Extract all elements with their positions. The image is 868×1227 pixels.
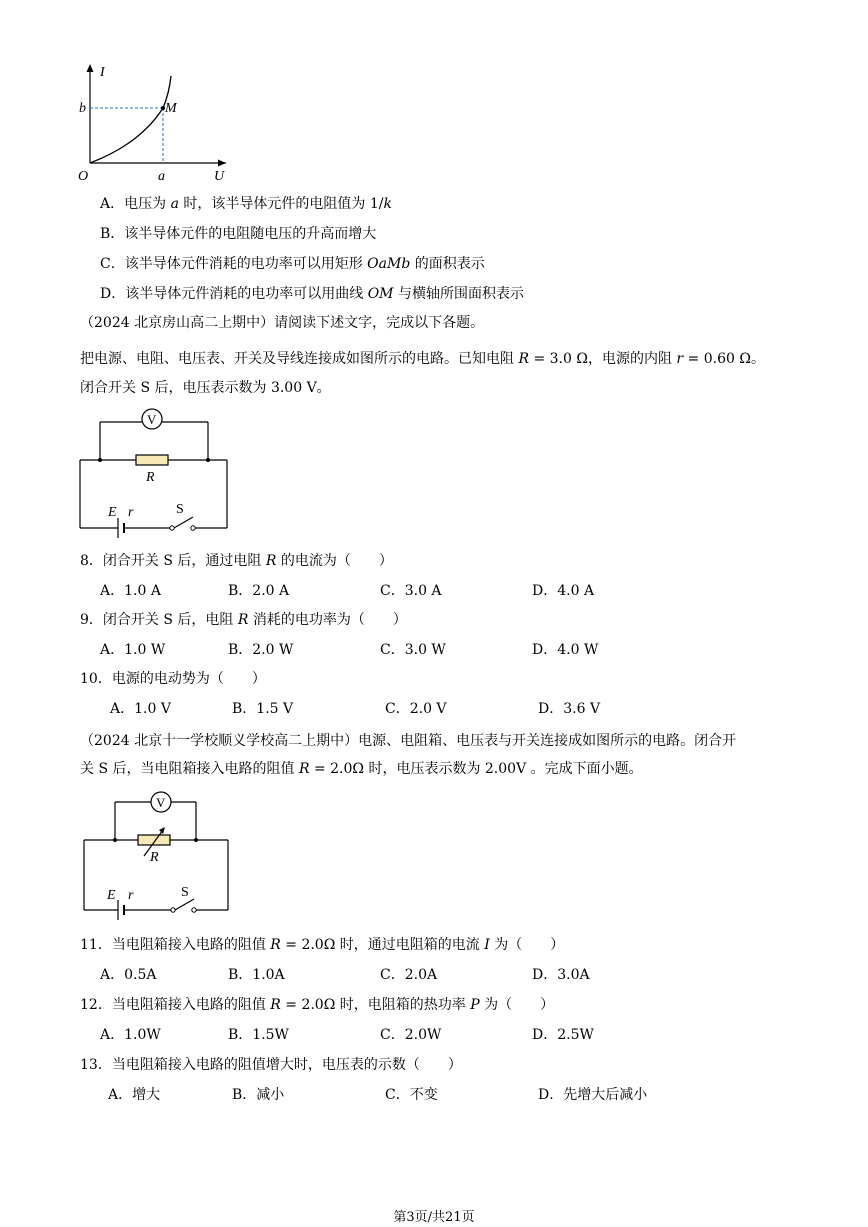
answer-option: A．1.0W <box>100 1027 161 1043</box>
stem-italic: R <box>270 997 281 1013</box>
voltmeter-symbol: V <box>156 795 166 810</box>
answer-option: B．1.0A <box>228 967 285 983</box>
answer-option: C．3.0 A <box>380 583 442 599</box>
section1-paragraph-line2: 闭合开关 S 后，电压表示数为 3.00 V。 <box>80 380 331 396</box>
internal-r-label: r <box>128 505 134 520</box>
answer-option: A．增大 <box>108 1087 161 1103</box>
option-a <box>100 195 392 213</box>
section1-header: （2024 北京房山高二上期中）请阅读下述文字，完成以下各题。 <box>80 315 485 331</box>
answer-option: A．1.0 V <box>110 701 171 717</box>
stem-italic: R <box>270 937 281 953</box>
answer-option: B．2.0 W <box>228 642 294 658</box>
axis-u-label: U <box>214 169 225 184</box>
option-c <box>100 255 485 273</box>
answer-option: B．2.0 A <box>228 583 290 599</box>
section2-line2: 关 S 后，当电阻箱接入电路的阻值 R = 2.0Ω 时，电压表示数为 2.00V 。完成下面小题。 <box>80 761 643 777</box>
axis-i-label: I <box>100 65 105 80</box>
stem-text: 12．当电阻箱接入电路的阻值 <box>80 997 271 1013</box>
answer-option: D．4.0 W <box>532 642 599 658</box>
option-text: B．该半导体元件的电阻随电压的升高而增大 <box>100 226 377 242</box>
stem-text: 9．闭合开关 S 后，电阻 <box>80 612 238 628</box>
answer-option: C．3.0 W <box>380 642 446 658</box>
answer-option: D．3.0A <box>532 967 590 983</box>
switch-label: S <box>181 885 189 900</box>
stem-text: 消耗的电功率为（ ） <box>248 612 407 628</box>
stem-italic: P <box>470 997 480 1013</box>
iu-graph <box>78 60 238 185</box>
stem-italic: R <box>265 553 277 569</box>
emf-label: E <box>107 888 116 903</box>
stem-italic: I <box>484 937 490 953</box>
stem-text: 13．当电阻箱接入电路的阻值增大时，电压表的示数（ ） <box>80 1057 462 1073</box>
option-d <box>100 285 524 303</box>
section2-line1: （2024 北京十一学校顺义学校高二上期中）电源、电阻箱、电压表与开关连接成如图所示的电路。闭合开 <box>80 733 737 749</box>
option-text: D．该半导体元件消耗的电功率可以用曲线 <box>100 286 368 302</box>
question-stem <box>80 552 393 570</box>
option-text: 的面积表示 <box>410 256 485 272</box>
stem-text: = 2.0Ω 时，通过电阻箱的电流 <box>280 937 485 953</box>
answer-option: D．2.5W <box>532 1027 594 1043</box>
circuit-diagram-2 <box>80 790 240 915</box>
answer-option: B．1.5 V <box>232 701 294 717</box>
option-text: 时，该半导体元件的电阻值为 1/ <box>178 196 384 212</box>
option-italic: OaMb <box>367 256 411 272</box>
answer-option: A．1.0 W <box>100 642 166 658</box>
question-stem <box>80 996 554 1014</box>
answer-option: C．2.0W <box>380 1027 442 1043</box>
question-stem <box>80 670 266 688</box>
answer-option: D．3.6 V <box>538 701 601 717</box>
answer-option: D．4.0 A <box>532 583 595 599</box>
section1-paragraph-line1: 把电源、电阻、电压表、开关及导线连接成如图所示的电路。已知电阻 R = 3.0 Ω，电源的内阻 r = 0.60 Ω。 <box>80 351 765 367</box>
stem-text: 为（ ） <box>479 997 555 1013</box>
stem-text: = 2.0Ω 时，电阻箱的热功率 <box>280 997 471 1013</box>
answer-option: D．先增大后减小 <box>538 1087 648 1103</box>
page-footer: 第3页/共21页 <box>393 1210 475 1225</box>
circuit-diagram-1 <box>78 405 238 535</box>
stem-text: 10．电源的电动势为（ ） <box>80 671 266 687</box>
emf-label: E <box>108 505 117 520</box>
b-label: b <box>79 101 86 116</box>
option-text: C．该半导体元件消耗的电功率可以用矩形 <box>100 256 368 272</box>
stem-text: 11．当电阻箱接入电路的阻值 <box>80 937 271 953</box>
answer-option: A．0.5A <box>100 967 157 983</box>
answer-option: C．2.0 V <box>385 701 447 717</box>
answer-option: A．1.0 A <box>100 583 161 599</box>
voltmeter-symbol: V <box>147 412 157 427</box>
stem-italic: R <box>237 612 249 628</box>
origin-label: O <box>78 169 89 184</box>
question-stem <box>80 1056 462 1074</box>
stem-text: 8．闭合开关 S 后，通过电阻 <box>80 553 266 569</box>
answer-option: B．1.5W <box>228 1027 289 1043</box>
resistor-label: R <box>146 470 155 485</box>
stem-text: 为（ ） <box>489 937 565 953</box>
option-b <box>100 225 376 243</box>
answer-option: C．不变 <box>385 1087 438 1103</box>
question-stem <box>80 611 407 629</box>
m-label: M <box>165 101 177 116</box>
option-text: 与横轴所围面积表示 <box>393 286 524 302</box>
answer-option: B．减小 <box>232 1087 285 1103</box>
internal-r-label: r <box>128 888 134 903</box>
option-italic: a <box>170 196 179 212</box>
question-stem <box>80 936 564 954</box>
option-italic: k <box>383 196 392 212</box>
option-italic: OM <box>367 286 394 302</box>
resistor-box-label: R <box>150 850 159 865</box>
stem-text: 的电流为（ ） <box>276 553 393 569</box>
switch-label: S <box>176 502 184 517</box>
answer-option: C．2.0A <box>380 967 438 983</box>
option-text: A．电压为 <box>100 196 171 212</box>
a-label: a <box>158 169 165 184</box>
